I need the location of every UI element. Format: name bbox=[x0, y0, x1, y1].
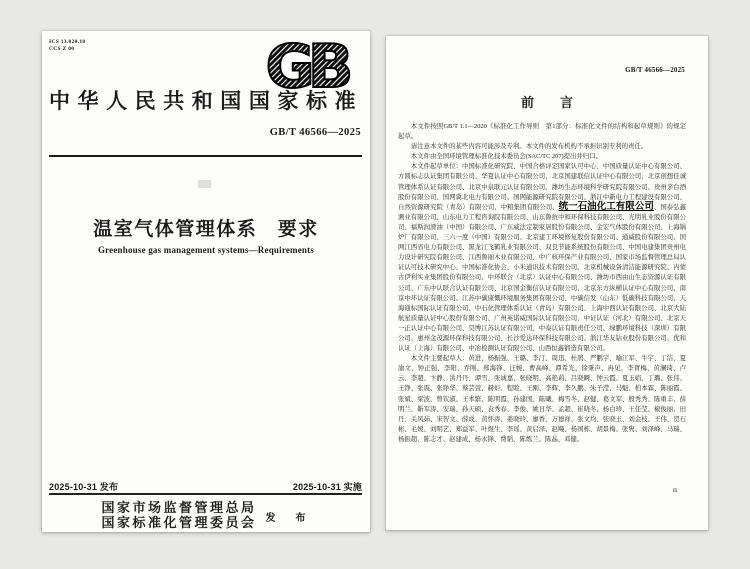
standard-number: GB/T 46566—2025 bbox=[269, 127, 361, 138]
issuer-line-2: 国家标准化管理委员会 bbox=[101, 515, 257, 531]
drafting-units-after: 、国泰弘鑫测业有限公司、山东电力工程咨询院有限公司、山东鲁抗中和环保科技有限公司、光明乳业股份有限公司、福斯润滑油（中国）有限公司、广东威法定制家居股份有限公司、金宏气体股份有限公司、上海锅炉厂有限公司、三六一度（中国）有限公司、北京建工环境修复股份有限公司、通威股份有限公司、国网江西省电力有限公司、黑龙江飞鹤乳业有限公司、双良节能系统股份有限公司、中国电建集团贵州电力设计研究院有限公司、江西鲁丽木业有限公司、中广核环保产业有限公司、国家市场监督管理总局认证认可技术研究中心、中国标准化协会、小米通讯技术有限公司、北京机械设备清洁能源研究院、内蒙古伊利实业集团股份有限公司、中环联合（北京）认证中心有限公司、潍坊市西由山生态资源认证有限公司、广东中认联合认证有限公司、北京国金衡信认证有限公司、北京东方纵横认证中心有限公司、南京中环认证有限公司、江苏中碳康慨环境服务集团有限公司、中碳信发（山东）低碳科技有限公司、天海通标国际认证有限公司、中石化管理体系认证（青岛）有限公司、上海中西认证有限公司、北京大陆航星质量认证中心股份有限公司、广州英诺威国际认证有限公司、中证认证（河北）有限公司、北京天一正认证中心有限公司、昊博江苏认证有限公司、中泰认证有限责任公司、绿鹏环境科技（深圳）有限公司、惠州金茂源环保科技有限公司、长沙爱达环保科技有限公司、浙江华友钴业股份有限公司、优和认证（上海）有限公司、中冶检测认证有限公司、山西恒鑫锻造有限公司。 bbox=[398, 203, 686, 353]
issue-date: 2025-10-31 发布 bbox=[49, 482, 119, 492]
national-standard-heading: 中华人民共和国国家标准 bbox=[49, 89, 362, 113]
cover-page bbox=[42, 31, 370, 532]
foreword-title: 前 言 bbox=[520, 95, 573, 110]
classification-codes bbox=[49, 39, 85, 54]
foreword-paragraph-patent-notice: 请注意本文件的某些内容可能涉及专利。本文件的发布机构不承担识别专利的责任。 bbox=[410, 143, 648, 151]
issuer-names bbox=[101, 500, 256, 531]
gb-logo-text: GB bbox=[265, 36, 347, 94]
page-header-standard-number: GB/T 46566—2025 bbox=[625, 66, 685, 74]
foreword-paragraph-drafters: 本文件主要起草人：黄进、杨振强、王璐、李汀、周迅、杜鹃、严鹏宇、喻江军、牛宇、丁洁、夏渝文、钟正强、李阳、乔刚、郑海锋、汪婉、曹高峰、谭希光、徐秉声、冉见、李胥梅、黄澜琦、卢云、李超、卞静、洪丹丹、谭雪、张诚嘉、张晓明、高艳莉、吕晓瞬、钟云霞、夏玉娟、丁璐、张伟、王铮、张震、张铮华、蔡芸萱、赫炬、程睑、王刚、李辉、李久鹏、朱子滢、马魁、柏本霖、陈丽霞、张斌、梁波、曾钦淑、王本繁、陈明霞、孙建国、陈曦、梅雪冬、赵健、葛文军、殷秀秀、陈重丰、薛明兰、靳军涛、安瑞、孙天硕、袁秀春、李俊、姚日华、孟超、崔晓冬、杨白珍、王佳莹、椒俊丽、田丹、关风茹、宋智文、薛成、黄怀涛、姜晓玲、廖香、万德祥、张文均、张晓玉、刘金枝、王伟、贺石彬、毛媛、刘明艺、郑益军、叶煜生、李瑶、黄启泽、赵飚、杨国栋、胡景梅、张隽、刘泽峰、马瑞、杨振超、陈志才、赵建成、杨永锋、费韬、陈炼兰、陈晶、邓健。 bbox=[398, 355, 686, 443]
issuer-line-1: 国家市场监督管理总局 bbox=[101, 500, 257, 515]
highlighted-company-name: 统一石油化工有限公司 bbox=[558, 201, 654, 212]
foreword-body bbox=[398, 122, 686, 445]
issuer-block bbox=[42, 500, 370, 531]
dates-row bbox=[49, 480, 362, 493]
foreword-paragraph-committee: 本文件由全国环境管理标准化技术委员会(SAC/TC 207)提出并归口。 bbox=[410, 153, 602, 161]
implementation-date: 2025-10-31 实施 bbox=[292, 482, 362, 492]
issue-label: 发 布 bbox=[265, 512, 311, 524]
foreword-page bbox=[386, 36, 708, 530]
watermark-artifact bbox=[198, 180, 211, 188]
ccs-code: CCS Z 00 bbox=[49, 46, 75, 53]
footer-divider bbox=[49, 493, 362, 495]
standard-title-english: Greenhouse gas management systems—Requirements bbox=[97, 245, 315, 255]
cover-divider bbox=[49, 155, 362, 157]
standard-title-chinese: 温室气体管理体系 要求 bbox=[93, 219, 319, 240]
ics-code: ICS 13.020.10 bbox=[49, 39, 86, 45]
page-number: Ⅲ bbox=[672, 489, 677, 494]
drafting-units-before: 本文件起草单位：中国标准化研究院、中国合格评定国家认可中心、中国质量认证中心有限公司、方圆标志认证集团有限公司、华夏认证中心有限公司、北京国建联信认证中心有限公司、北京创想佳诚管理体系认证有限公司、北京中泉联元认证有限公司、潍坊生态环境科学研究院有限公司、贵州茅台酒股份有限公司、国网冀北电力有限公司、国网能源研究院有限公司、浙江中新电力工程建设有限公司、自然资源研究院（青岛）有限公司、中粮集团有限公司、 bbox=[398, 163, 686, 211]
foreword-paragraph-drafting-units bbox=[398, 162, 686, 354]
foreword-paragraph-drafting-rule: 本文件按照GB/T 1.1—2020《标准化工作导则 第1部分：标准化文件的结构和起草规则》的规定起草。 bbox=[398, 123, 686, 141]
